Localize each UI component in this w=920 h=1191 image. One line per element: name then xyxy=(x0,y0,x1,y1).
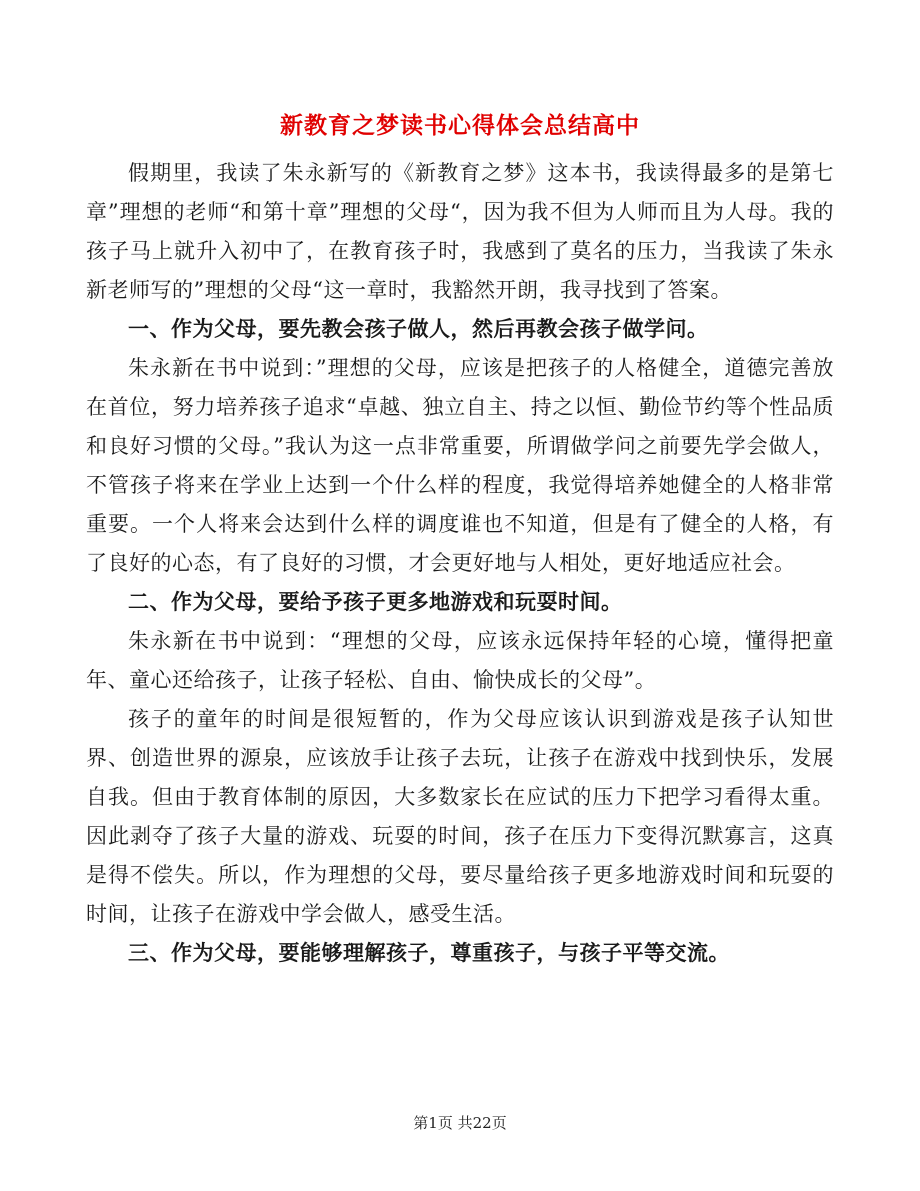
paragraph-intro: 假期里，我读了朱永新写的《新教育之梦》这本书，我读得最多的是第七章”理想的老师“和第十章”理想的父母“，因为我不但为人师而且为人母。我的孩子马上就升入初中了，在教育孩子时，我感到了莫名的压力，当我读了朱永新老师写的”理想的父母“这一章时，我豁然开朗，我寻找到了答案。 xyxy=(86,161,834,302)
page-number-footer: 第1页 共22页 xyxy=(413,1114,507,1132)
section-heading-1: 一、作为父母，要先教会孩子做人，然后再教会孩子做学问。 xyxy=(128,317,709,341)
section-heading-2: 二、作为父母，要给予孩子更多地游戏和玩耍时间。 xyxy=(128,590,623,614)
paragraph-section-1: 朱永新在书中说到：”理想的父母，应该是把孩子的人格健全，道德完善放在首位，努力培养孩子追求“卓越、独立自主、持之以恒、勤俭节约等个性品质和良好习惯的父母。”我认为这一点非常重要，所谓做学问之前要先学会做人，不管孩子将来在学业上达到一个什么样的程度，我觉得培养她健全的人格非常重要。一个人将来会达到什么样的调度谁也不知道，但是有了健全的人格，有了良好的心态，有了良好的习惯，才会更好地与人相处，更好地适应社会。 xyxy=(86,356,834,575)
paragraph-section-2-quote: 朱永新在书中说到：“理想的父母，应该永远保持年轻的心境，懂得把童年、童心还给孩子，让孩子轻松、自由、愉快成长的父母”。 xyxy=(86,629,834,692)
section-heading-3: 三、作为父母，要能够理解孩子，尊重孩子，与孩子平等交流。 xyxy=(128,941,730,965)
document-title: 新教育之梦读书心得体会总结高中 xyxy=(280,113,640,139)
paragraph-section-2-body: 孩子的童年的时间是很短暂的，作为父母应该认识到游戏是孩子认知世界、创造世界的源泉，应该放手让孩子去玩，让孩子在游戏中找到快乐，发展自我。但由于教育体制的原因，大多数家长在应试的压力下把学习看得太重。因此剥夺了孩子大量的游戏、玩耍的时间，孩子在压力下变得沉默寡言，这真是得不偿失。所以，作为理想的父母，要尽量给孩子更多地游戏时间和玩耍的时间，让孩子在游戏中学会做人，感受生活。 xyxy=(86,707,834,926)
document-body xyxy=(86,154,834,973)
